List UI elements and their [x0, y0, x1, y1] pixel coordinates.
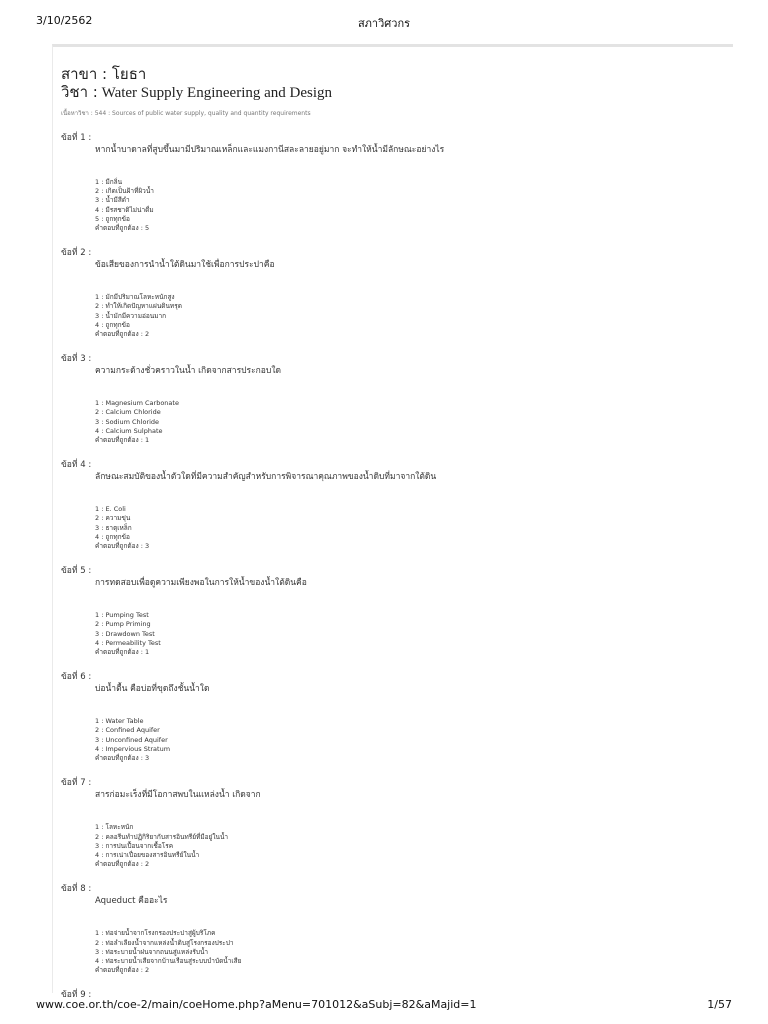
option-list — [95, 717, 723, 763]
answer-option: 1 : Water Table — [95, 717, 144, 726]
correct-answer: คำตอบที่ถูกต้อง : 3 — [95, 754, 150, 763]
question-block — [61, 248, 723, 339]
question-text: หากน้ำบาดาลที่สูบขึ้นมามีปริมาณเหล็กและแมงกานีสละลายอยู่มาก จะทำให้น้ำมีลักษณะอย่างไร — [95, 145, 445, 155]
answer-option: 4 : ท่อระบายน้ำเสียจากบ้านเรือนสู่ระบบบำบัดน้ำเสีย — [95, 956, 242, 965]
print-header — [36, 14, 732, 30]
answer-option: 1 : Pumping Test — [95, 611, 149, 620]
option-list — [95, 823, 723, 869]
question-text: ลักษณะสมบัติของน้ำตัวใดที่มีความสำคัญสำหรับการพิจารณาคุณภาพของน้ำดิบที่มาจากใต้ดิน — [95, 472, 437, 483]
answer-option: 3 : น้ำมักมีความอ่อนมาก — [95, 311, 167, 320]
question-block — [61, 133, 723, 233]
correct-answer: คำตอบที่ถูกต้อง : 2 — [95, 860, 150, 869]
course-label: วิชา : — [61, 83, 98, 101]
question-text: Aqueduct คืออะไร — [95, 896, 168, 907]
question-block — [61, 778, 723, 869]
option-list — [95, 293, 723, 339]
question-block — [61, 566, 723, 657]
answer-option: 2 : Pump Priming — [95, 620, 151, 629]
answer-option: 3 : Sodium Chloride — [95, 417, 160, 426]
course-name: Water Supply Engineering and Design — [97, 85, 333, 101]
exam-page — [52, 44, 733, 1001]
answer-option: 3 : ธาตุเหล็ก — [95, 523, 132, 532]
correct-answer: คำตอบที่ถูกต้อง : 2 — [95, 966, 150, 975]
answer-option: 4 : ถูกทุกข้อ — [95, 532, 130, 541]
correct-answer: คำตอบที่ถูกต้อง : 5 — [95, 224, 150, 233]
question-number: ข้อที่ 7 : — [61, 778, 92, 789]
question-number: ข้อที่ 3 : — [61, 354, 92, 365]
option-list — [95, 399, 723, 445]
answer-option: 1 : ท่อจ่ายน้ำจากโรงกรองประปาสู่ผู้บริโภค — [95, 929, 216, 938]
question-block — [61, 354, 723, 445]
answer-option: 1 : มีกลิ่น — [95, 178, 123, 186]
correct-answer: คำตอบที่ถูกต้อง : 1 — [95, 648, 150, 657]
question-text: การทดสอบเพื่อดูความเพียงพอในการให้น้ำของน้ำใต้ดินคือ — [95, 578, 307, 589]
answer-option: 2 : ความขุ่น — [95, 514, 131, 523]
answer-option: 4 : ถูกทุกข้อ — [95, 320, 130, 329]
print-title: สภาวิศวกร — [357, 17, 411, 30]
question-list — [61, 133, 723, 1001]
question-text: ความกระด้างชั่วคราวในน้ำ เกิดจากสารประกอบใด — [95, 366, 281, 377]
option-list — [95, 611, 723, 657]
answer-option: 3 : Unconfined Aquifer — [95, 735, 168, 744]
page-number: 1/57 — [707, 998, 732, 1011]
question-number: ข้อที่ 9 : — [61, 990, 92, 1001]
answer-option: 3 : ท่อระบายน้ำฝนจากถนนสู่แหล่งรับน้ำ — [95, 947, 209, 956]
option-list — [95, 178, 723, 233]
question-block — [61, 460, 723, 551]
correct-answer: คำตอบที่ถูกต้อง : 2 — [95, 330, 150, 339]
answer-option: 1 : E. Coli — [95, 505, 126, 514]
answer-option: 2 : ท่อลำเลียงน้ำจากแหล่งน้ำดิบสู่โรงกรองประปา — [95, 938, 234, 947]
answer-option: 4 : Impervious Stratum — [95, 744, 171, 753]
exam-content — [61, 65, 723, 1001]
answer-option: 5 : ถูกทุกข้อ — [95, 214, 130, 223]
answer-option: 4 : การเน่าเปื่อยของสารอินทรีย์ในน้ำ — [95, 850, 200, 859]
answer-option: 3 : การปนเปื้อนจากเชื้อโรค — [95, 841, 174, 850]
question-text: ข้อเสียของการนำน้ำใต้ดินมาใช้เพื่อการประปาคือ — [95, 260, 275, 271]
question-text: บ่อน้ำตื้น คือบ่อที่ขุดถึงชั้นน้ำใด — [95, 684, 210, 695]
answer-option: 2 : คลอรีนทำปฏิกิริยากับสารอินทรีย์ที่มีอยู่ในน้ำ — [95, 832, 229, 841]
answer-option: 1 : มักมีปริมาณโลหะหนักสูง — [95, 293, 175, 302]
correct-answer: คำตอบที่ถูกต้อง : 3 — [95, 542, 150, 551]
answer-option: 3 : น้ำมีสีดำ — [95, 196, 130, 205]
print-footer — [36, 998, 732, 1014]
question-number: ข้อที่ 4 : — [61, 460, 92, 471]
option-list — [95, 505, 723, 551]
answer-option: 4 : มีรสชาติไม่น่าดื่ม — [95, 205, 154, 214]
answer-option: 1 : โลหะหนัก — [95, 823, 134, 832]
option-list — [95, 929, 723, 975]
answer-option: 2 : Confined Aquifer — [95, 726, 160, 735]
course-heading — [61, 83, 723, 102]
question-number: ข้อที่ 1 : — [61, 133, 92, 143]
question-block — [61, 672, 723, 763]
question-number: ข้อที่ 2 : — [61, 248, 92, 259]
answer-option: 2 : Calcium Chloride — [95, 408, 161, 417]
answer-option: 1 : Magnesium Carbonate — [95, 399, 179, 408]
question-number: ข้อที่ 6 : — [61, 672, 92, 683]
answer-option: 4 : Permeability Test — [95, 638, 161, 647]
question-number: ข้อที่ 8 : — [61, 884, 92, 895]
answer-option: 2 : เกิดเป็นฝ้าที่ผิวน้ำ — [95, 187, 154, 196]
question-text: สารก่อมะเร็งที่มีโอกาสพบในแหล่งน้ำ เกิดจาก — [95, 790, 261, 801]
answer-option: 3 : Drawdown Test — [95, 629, 155, 638]
print-url: www.coe.or.th/coe-2/main/coeHome.php?aMenu=701012&aSubj=82&aMajid=1 — [36, 998, 477, 1011]
topic-line: เนื้อหาวิชา : 544 : Sources of public water supply, quality and quantity requirements — [61, 110, 311, 117]
answer-option: 2 : ทำให้เกิดปัญหาแผ่นดินทรุด — [95, 302, 182, 311]
branch-heading: สาขา : โยธา — [61, 65, 147, 83]
question-number: ข้อที่ 5 : — [61, 566, 92, 577]
question-block — [61, 884, 723, 975]
print-date: 3/10/2562 — [36, 14, 93, 27]
correct-answer: คำตอบที่ถูกต้อง : 1 — [95, 436, 150, 445]
answer-option: 4 : Calcium Sulphate — [95, 426, 163, 435]
